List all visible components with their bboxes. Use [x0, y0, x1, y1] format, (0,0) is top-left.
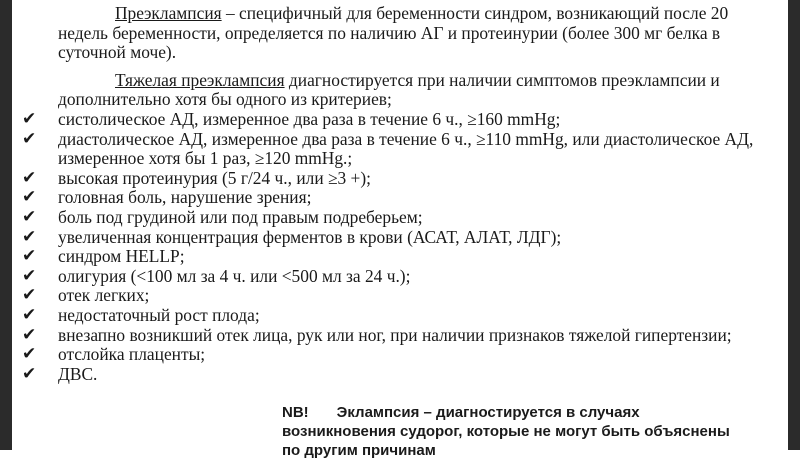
criteria-item [22, 286, 782, 306]
check-icon: ✔ [22, 285, 37, 306]
eclampsia-note [282, 403, 742, 460]
check-icon: ✔ [22, 108, 37, 129]
left-edge-bar [0, 0, 12, 450]
severe-preeclampsia-definition [22, 71, 782, 110]
nb-label: NB! [282, 404, 309, 421]
criteria-item [22, 228, 782, 248]
criteria-item [22, 267, 782, 287]
criteria-item [22, 306, 782, 326]
criteria-text: недостаточный рост плода; [58, 304, 260, 325]
criteria-text: высокая протеинурия (5 г/24 ч., или ≥3 +); [58, 167, 371, 188]
criteria-item [22, 110, 782, 130]
severe-preeclampsia-term: Тяжелая преэклампсия [115, 69, 285, 90]
check-icon: ✔ [22, 187, 37, 208]
criteria-list [22, 110, 782, 384]
check-icon: ✔ [22, 226, 37, 247]
criteria-text: внезапно возникший отек лица, рук или ног, при наличии признаков тяжелой гипертензии; [58, 324, 732, 345]
check-icon: ✔ [22, 167, 37, 188]
criteria-item [22, 208, 782, 228]
criteria-item [22, 169, 782, 189]
criteria-text: диастолическое АД, измеренное два раза в течение 6 ч., ≥110 mmHg, или диастолическое АД, измеренное хотя бы 1 раз, ≥120 mmHg.; [58, 128, 754, 169]
right-edge-bar [788, 0, 800, 450]
criteria-text: отек легких; [58, 285, 150, 306]
preeclampsia-term: Преэклампсия [115, 3, 222, 23]
slide-content [22, 4, 782, 384]
criteria-item [22, 188, 782, 208]
criteria-text: ДВС. [58, 363, 98, 384]
check-icon: ✔ [22, 246, 37, 267]
check-icon: ✔ [22, 344, 37, 365]
criteria-item [22, 247, 782, 267]
criteria-item [22, 365, 782, 385]
check-icon: ✔ [22, 304, 37, 325]
criteria-item [22, 345, 782, 365]
criteria-text: систолическое АД, измеренное два раза в течение 6 ч., ≥160 mmHg; [58, 108, 561, 129]
check-icon: ✔ [22, 265, 37, 286]
check-icon: ✔ [22, 206, 37, 227]
criteria-text: синдром HELLP; [58, 246, 185, 267]
check-icon: ✔ [22, 363, 37, 384]
criteria-text: олигурия (<100 мл за 4 ч. или <500 мл за 24 ч.); [58, 265, 411, 286]
preeclampsia-text: – специфичный для беременности синдром, возникающий после 20 недель беременности, определяется по наличию АГ и протеинурии (более 300 мг белка в суточной моче). [58, 3, 729, 63]
check-icon: ✔ [22, 128, 37, 149]
criteria-text: отслойка плаценты; [58, 344, 206, 365]
criteria-item [22, 130, 782, 169]
check-icon: ✔ [22, 324, 37, 345]
severe-preeclampsia-text: диагностируется при наличии симптомов преэклампсии и дополнительно хотя бы одного из критериев; [58, 69, 720, 110]
criteria-text: увеличенная концентрация ферментов в крови (АСАТ, АЛАТ, ЛДГ); [58, 226, 562, 247]
criteria-text: головная боль, нарушение зрения; [58, 187, 312, 208]
criteria-text: боль под грудиной или под правым подреберьем; [58, 206, 423, 227]
preeclampsia-definition [22, 4, 782, 63]
criteria-item [22, 326, 782, 346]
nb-text: Эклампсия – диагностируется в случаях возникновения судорог, которые не могут быть объяснены по другим причинам [282, 404, 730, 459]
